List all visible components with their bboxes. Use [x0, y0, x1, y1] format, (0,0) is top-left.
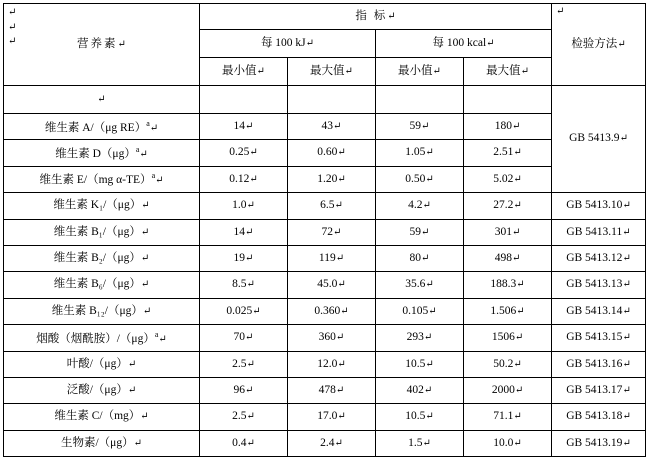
row-label: 烟酸（烟酰胺）$/(\mu g)^a↵$: [4, 325, 200, 351]
cell-kcal-min: 1.5↵: [376, 430, 464, 456]
pilcrow-mark-method: ↵: [556, 6, 565, 17]
cell-kcal-max: 1.506↵: [464, 298, 552, 324]
table-spacer-row: [4, 86, 646, 114]
cell-kcal-max: 50.2↵: [464, 351, 552, 377]
header-cell-per-kj: 每 100 kJ↵: [200, 30, 376, 58]
cell-kcal-min: 402↵: [376, 377, 464, 403]
cell-kj-min: 8.5↵: [200, 272, 288, 298]
table-row: [4, 430, 646, 456]
table-row: [4, 325, 646, 351]
table-row: [4, 272, 646, 298]
header-cell-index: 指 标↵: [200, 4, 552, 30]
header-cell-kj-min: 最小值↵: [200, 58, 288, 86]
cell-kcal-max: 180↵: [464, 114, 552, 140]
header-label-kcal-min: 最小值: [398, 64, 433, 77]
table-row: [4, 404, 646, 430]
method-cell-group-1: GB 5413.9↵: [552, 86, 646, 193]
row-label: 维生素 A/（μg RE）$^a$↵: [4, 114, 200, 140]
method-cell: GB 5413.17↵: [552, 377, 646, 403]
cell-kcal-min: 10.5↵: [376, 351, 464, 377]
method-cell: GB 5413.18↵: [552, 404, 646, 430]
spacer-cell-kj-min: [200, 86, 288, 114]
cell-kcal-max: 27.2↵: [464, 193, 552, 219]
table-row: [4, 166, 646, 192]
method-cell: GB 5413.19↵: [552, 430, 646, 456]
cell-kcal-max: 301↵: [464, 219, 552, 245]
row-label: 维生素 E/（mg α-TE）$^a$↵: [4, 166, 200, 192]
header-cell-kcal-max: 最大值↵: [464, 58, 552, 86]
cell-kj-min: 1.0↵: [200, 193, 288, 219]
cell-kj-min: 0.025↵: [200, 298, 288, 324]
row-label: 叶酸/（μg）↵: [4, 351, 200, 377]
row-label: 维生素 B₂/（μg）↵: [4, 245, 200, 271]
pilcrow-marks-nutrient: ↵ ↵ ↵: [8, 7, 17, 47]
cell-kj-max: 360↵: [288, 325, 376, 351]
cell-kcal-min: 1.05↵: [376, 140, 464, 166]
cell-kj-min: 0.25↵: [200, 140, 288, 166]
document-page: [0, 3, 647, 453]
table-row: [4, 140, 646, 166]
cell-kcal-max: 71.1↵: [464, 404, 552, 430]
row-label: 生物素/（μg）↵: [4, 430, 200, 456]
method-cell: GB 5413.13↵: [552, 272, 646, 298]
method-cell: GB 5413.15↵: [552, 325, 646, 351]
row-label: 维生素 C/（mg）↵: [4, 404, 200, 430]
spacer-cell-kj-max: [288, 86, 376, 114]
header-label-per-kcal: 每 100 kcal: [432, 36, 487, 49]
cell-kj-max: 45.0↵: [288, 272, 376, 298]
row-label: 泛酸/（μg）↵: [4, 377, 200, 403]
cell-kj-min: 0.4↵: [200, 430, 288, 456]
header-label-method: 检验方法: [571, 37, 618, 50]
header-cell-kj-max: 最大值↵: [288, 58, 376, 86]
cell-kj-max: 2.4↵: [288, 430, 376, 456]
method-cell: GB 5413.10↵: [552, 193, 646, 219]
spacer-cell-kcal-max: [464, 86, 552, 114]
cell-kj-min: 2.5↵: [200, 404, 288, 430]
cell-kj-max: 72↵: [288, 219, 376, 245]
table-row: [4, 245, 646, 271]
table-row: [4, 298, 646, 324]
header-label-nutrient: 营养素: [77, 37, 118, 50]
cell-kcal-min: 0.50↵: [376, 166, 464, 192]
cell-kcal-max: 498↵: [464, 245, 552, 271]
header-label-kj-max: 最大值: [310, 64, 345, 77]
cell-kcal-max: 1506↵: [464, 325, 552, 351]
cell-kcal-min: 4.2↵: [376, 193, 464, 219]
cell-kcal-min: 293↵: [376, 325, 464, 351]
table-row: [4, 219, 646, 245]
cell-kj-max: 119↵: [288, 245, 376, 271]
cell-kj-min: 70↵: [200, 325, 288, 351]
cell-kj-min: 14↵: [200, 219, 288, 245]
cell-kj-min: 0.12↵: [200, 166, 288, 192]
cell-kj-max: 17.0↵: [288, 404, 376, 430]
method-cell: GB 5413.12↵: [552, 245, 646, 271]
header-cell-method: ↵ 检验方法↵: [552, 4, 646, 86]
table-row: [4, 377, 646, 403]
method-cell: GB 5413.11↵: [552, 219, 646, 245]
cell-kcal-max: 10.0↵: [464, 430, 552, 456]
cell-kj-max: 6.5↵: [288, 193, 376, 219]
cell-kj-max: 478↵: [288, 377, 376, 403]
cell-kj-min: 2.5↵: [200, 351, 288, 377]
table-row: [4, 193, 646, 219]
table-row: [4, 114, 646, 140]
table-row: [4, 351, 646, 377]
cell-kcal-min: 59↵: [376, 219, 464, 245]
cell-kj-max: 0.60↵: [288, 140, 376, 166]
row-label: 维生素 B₁₂/（μg）↵: [4, 298, 200, 324]
row-label: 维生素 B₁/（μg）↵: [4, 219, 200, 245]
header-label-kj-min: 最小值: [222, 64, 257, 77]
cell-kcal-min: 35.6↵: [376, 272, 464, 298]
cell-kj-max: 12.0↵: [288, 351, 376, 377]
cell-kj-min: 14↵: [200, 114, 288, 140]
header-cell-per-kcal: 每 100 kcal↵: [376, 30, 552, 58]
cell-kj-min: 96↵: [200, 377, 288, 403]
header-label-kcal-max: 最大值: [486, 64, 521, 77]
cell-kcal-min: 0.105↵: [376, 298, 464, 324]
cell-kcal-max: 2000↵: [464, 377, 552, 403]
cell-kj-max: 1.20↵: [288, 166, 376, 192]
cell-kcal-min: 10.5↵: [376, 404, 464, 430]
cell-kcal-min: 59↵: [376, 114, 464, 140]
cell-kcal-max: 2.51↵: [464, 140, 552, 166]
table-header-row-top: [4, 4, 646, 30]
method-cell: GB 5413.14↵: [552, 298, 646, 324]
spacer-cell-nutrient: ↵: [4, 86, 200, 114]
row-label: 维生素 $D(\mu g)^a↵$: [4, 140, 200, 166]
cell-kcal-max: 5.02↵: [464, 166, 552, 192]
row-label: 维生素 K₁/（μg）↵: [4, 193, 200, 219]
cell-kcal-max: 188.3↵: [464, 272, 552, 298]
header-label-index: 指 标: [355, 9, 388, 22]
row-label: 维生素 B₆/（μg）↵: [4, 272, 200, 298]
spacer-cell-kcal-min: [376, 86, 464, 114]
header-label-per-kj: 每 100 kJ: [260, 36, 306, 49]
method-label: GB 5413.9: [569, 132, 620, 145]
nutrient-specification-table: [3, 3, 646, 457]
cell-kcal-min: 80↵: [376, 245, 464, 271]
cell-kj-min: 19↵: [200, 245, 288, 271]
cell-kj-max: 43↵: [288, 114, 376, 140]
header-cell-nutrient: ↵ ↵ ↵ 营养素↵: [4, 4, 200, 86]
method-cell: GB 5413.16↵: [552, 351, 646, 377]
cell-kj-max: 0.360↵: [288, 298, 376, 324]
header-cell-kcal-min: 最小值↵: [376, 58, 464, 86]
